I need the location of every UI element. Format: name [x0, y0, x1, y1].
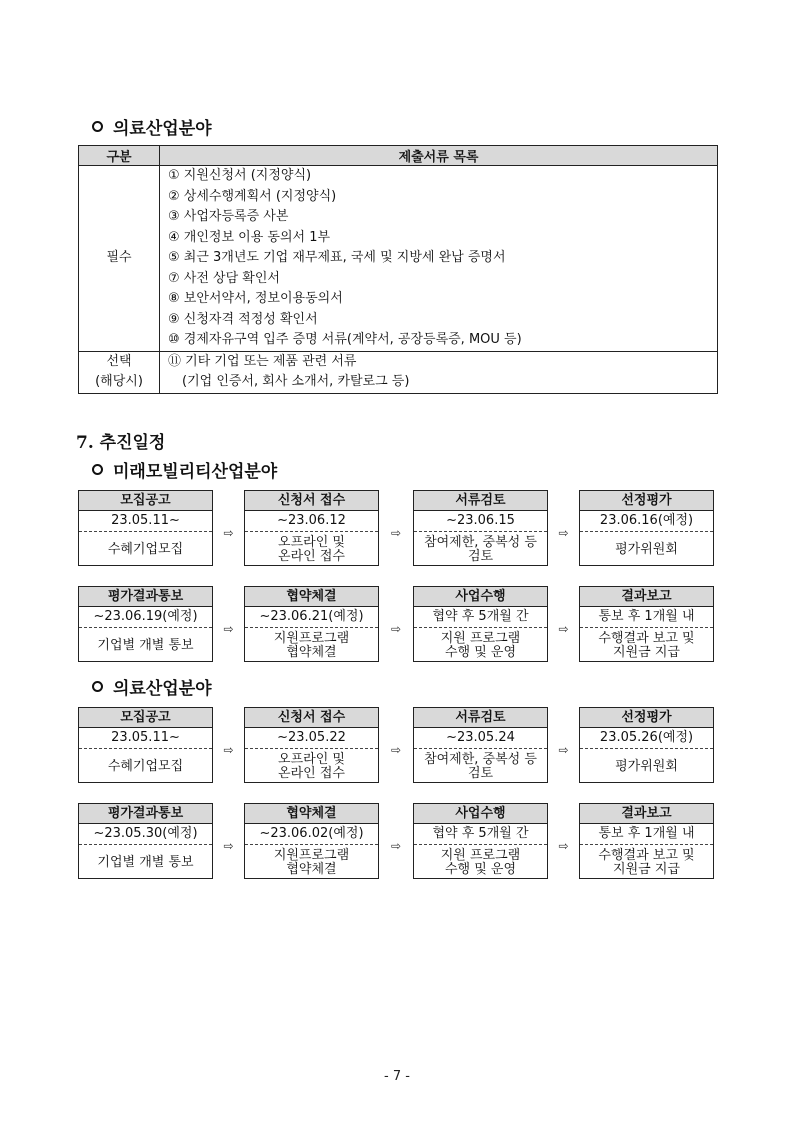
- list-item: ⑦ 사전 상담 확인서: [168, 270, 280, 286]
- right-arrow-icon: ⇨: [390, 743, 402, 757]
- process-step-date: 통보 후 1개월 내: [580, 824, 713, 845]
- process-step-description: [245, 845, 378, 880]
- process-step-box: [244, 586, 379, 662]
- process-step-box: [78, 803, 213, 879]
- process-step-box: [413, 586, 548, 662]
- right-arrow-icon: ⇨: [390, 839, 402, 853]
- category-optional: [79, 351, 160, 393]
- description-line: 지원금 지급: [613, 644, 680, 660]
- process-step-box: [413, 803, 548, 879]
- description-line: 기업별 개별 통보: [97, 854, 194, 870]
- process-step-box: [579, 707, 714, 783]
- process-step-box: [244, 803, 379, 879]
- description-line: 수행결과 보고 및: [598, 847, 695, 863]
- process-step-date: ~23.06.15: [414, 511, 547, 532]
- process-step-date: ~23.05.24: [414, 728, 547, 749]
- process-step-description: [245, 628, 378, 663]
- process-step-title: 서류검토: [414, 708, 547, 728]
- process-step-title: 결과보고: [580, 804, 713, 824]
- process-step-title: 선정평가: [580, 708, 713, 728]
- circle-bullet-icon: [92, 681, 103, 692]
- description-line: 오프라인 및: [278, 534, 345, 550]
- process-step-box: [579, 586, 714, 662]
- process-step-box: [78, 490, 213, 566]
- required-documents-table: [78, 145, 718, 394]
- process-step-description: [414, 628, 547, 663]
- process-step-title: 결과보고: [580, 587, 713, 607]
- description-line: 지원프로그램: [273, 847, 350, 863]
- list-item: ⑧ 보안서약서, 정보이용동의서: [168, 291, 343, 306]
- process-step-title: 협약체결: [245, 804, 378, 824]
- process-step-date: 23.06.16(예정): [580, 511, 713, 532]
- process-step-date: ~23.06.21(예정): [245, 607, 378, 628]
- process-step-title: 모집공고: [79, 491, 212, 511]
- list-item: ⑨ 신청자격 적정성 확인서: [168, 311, 318, 327]
- list-item: ① 지원신청서 (지정양식): [168, 168, 312, 183]
- right-arrow-icon: ⇨: [223, 839, 234, 853]
- process-step-description: [414, 749, 547, 784]
- description-line: 평가위원회: [615, 758, 678, 774]
- list-item: ⑤ 최근 3개년도 기업 재무제표, 국세 및 지방세 완납 증명서: [168, 250, 506, 265]
- process-step-title: 사업수행: [414, 804, 547, 824]
- list-item: ④ 개인정보 이용 동의서 1부: [168, 229, 331, 245]
- list-item: ② 상세수행계획서 (지정양식): [168, 188, 337, 204]
- process-step-date: ~23.06.12: [245, 511, 378, 532]
- process-step-date: ~23.06.19(예정): [79, 607, 212, 628]
- description-line: 수행 및 운영: [444, 644, 517, 660]
- process-step-description: [79, 628, 212, 663]
- description-line: 수혜기업모집: [107, 541, 184, 557]
- category-required: 필수: [79, 166, 160, 352]
- process-step-box: [413, 707, 548, 783]
- process-step-description: [580, 845, 713, 880]
- page-number: - 7 -: [384, 1069, 410, 1084]
- document-list: [160, 351, 718, 393]
- process-step-date: 23.05.11~: [79, 511, 212, 532]
- right-arrow-icon: ⇨: [390, 622, 402, 636]
- process-step-description: [580, 749, 713, 784]
- process-step-box: [78, 586, 213, 662]
- description-line: 수행 및 운영: [444, 861, 517, 877]
- process-step-title: 모집공고: [79, 708, 212, 728]
- process-step-description: [245, 532, 378, 567]
- description-line: 협약체결: [286, 644, 337, 660]
- description-line: 지원 프로그램: [440, 847, 521, 863]
- process-step-description: [414, 532, 547, 567]
- process-step-title: 사업수행: [414, 587, 547, 607]
- description-line: 기업별 개별 통보: [97, 637, 194, 653]
- process-step-description: [580, 628, 713, 663]
- right-arrow-icon: ⇨: [558, 743, 569, 757]
- right-arrow-icon: ⇨: [558, 526, 569, 540]
- process-step-date: 통보 후 1개월 내: [580, 607, 713, 628]
- process-step-date: ~23.05.22: [245, 728, 378, 749]
- right-arrow-icon: ⇨: [223, 622, 234, 636]
- description-line: 오프라인 및: [278, 751, 345, 767]
- description-line: 참여제한, 중복성 등: [424, 534, 537, 550]
- description-line: 검토: [467, 765, 494, 781]
- process-step-description: [79, 845, 212, 880]
- col-header-category: 구분: [79, 146, 160, 166]
- process-step-title: 평가결과통보: [79, 587, 212, 607]
- description-line: 온라인 접수: [278, 765, 345, 781]
- section-heading-medical-schedule: 의료산업분야: [92, 674, 212, 699]
- description-line: 평가위원회: [615, 541, 678, 557]
- process-step-title: 협약체결: [245, 587, 378, 607]
- section-heading-medical-docs: 의료산업분야: [92, 114, 212, 139]
- process-step-box: [244, 490, 379, 566]
- description-line: 협약체결: [286, 861, 337, 877]
- process-step-title: 평가결과통보: [79, 804, 212, 824]
- table-row: [79, 351, 718, 393]
- list-item: (기업 인증서, 회사 소개서, 카탈로그 등): [182, 374, 410, 389]
- circle-bullet-icon: [92, 121, 103, 132]
- description-line: 지원프로그램: [273, 630, 350, 646]
- circle-bullet-icon: [92, 464, 103, 475]
- description-line: 수행결과 보고 및: [598, 630, 695, 646]
- process-step-date: 협약 후 5개월 간: [414, 607, 547, 628]
- right-arrow-icon: ⇨: [558, 622, 569, 636]
- description-line: 지원금 지급: [613, 861, 680, 877]
- list-item: ⑪ 기타 기업 또는 제품 관련 서류: [168, 353, 357, 369]
- right-arrow-icon: ⇨: [390, 526, 402, 540]
- process-step-title: 서류검토: [414, 491, 547, 511]
- right-arrow-icon: ⇨: [223, 743, 234, 757]
- description-line: 참여제한, 중복성 등: [424, 751, 537, 767]
- table-row: [79, 166, 718, 352]
- process-step-box: [579, 490, 714, 566]
- col-header-documents: 제출서류 목록: [160, 146, 718, 166]
- process-step-description: [79, 749, 212, 784]
- process-step-description: [580, 532, 713, 567]
- process-step-title: 선정평가: [580, 491, 713, 511]
- process-step-description: [414, 845, 547, 880]
- process-step-box: [413, 490, 548, 566]
- process-step-box: [579, 803, 714, 879]
- description-line: 검토: [467, 548, 494, 564]
- list-item: ③ 사업자등록증 사본: [168, 209, 289, 224]
- process-step-description: [245, 749, 378, 784]
- right-arrow-icon: ⇨: [223, 526, 234, 540]
- list-item: ⑩ 경제자유구역 입주 증명 서류(계약서, 공장등록증, MOU 등): [168, 332, 522, 347]
- process-step-title: 신청서 접수: [245, 491, 378, 511]
- process-step-date: ~23.06.02(예정): [245, 824, 378, 845]
- category-optional-note: (해당시): [95, 374, 143, 389]
- process-step-date: 23.05.26(예정): [580, 728, 713, 749]
- process-step-description: [79, 532, 212, 567]
- section-title-schedule: 7. 추진일정: [76, 433, 166, 453]
- process-step-box: [244, 707, 379, 783]
- section-heading-mobility: 미래모빌리티산업분야: [92, 457, 277, 482]
- document-list: [160, 166, 718, 352]
- process-step-date: ~23.05.30(예정): [79, 824, 212, 845]
- process-step-date: 협약 후 5개월 간: [414, 824, 547, 845]
- description-line: 수혜기업모집: [107, 758, 184, 774]
- process-step-title: 신청서 접수: [245, 708, 378, 728]
- category-optional-label: 선택: [106, 354, 132, 369]
- description-line: 지원 프로그램: [440, 630, 521, 646]
- process-step-box: [78, 707, 213, 783]
- description-line: 온라인 접수: [278, 548, 345, 564]
- right-arrow-icon: ⇨: [558, 839, 569, 853]
- process-step-date: 23.05.11~: [79, 728, 212, 749]
